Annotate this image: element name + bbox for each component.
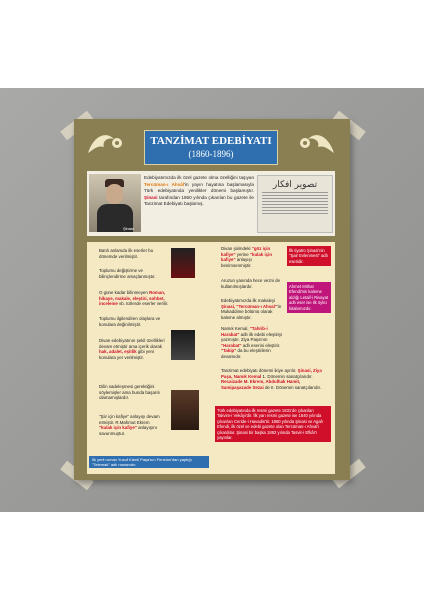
right-theatre-box: İlk tiyatro Şinasi'nin "Şair Evlenmesi" adlı eseridir. bbox=[287, 246, 331, 266]
poster-years: (1860-1896) bbox=[188, 149, 234, 159]
left-item-5-highlight: hak, adalet, eşitlik bbox=[99, 349, 137, 355]
right-story-box: Ahmet Mithat Efendi'nin kaleme aldığı Letaif-i Rivayat adlı eser ise ilk öykü kitabımızdır. bbox=[287, 282, 331, 313]
right-item-4-hl2: "Harabat" bbox=[221, 342, 242, 348]
left-item-7a: "Şiir için kafiye" anlayışı devam etmiştir. R.Mahmut Ekrem bbox=[99, 414, 160, 425]
right-column-panel bbox=[211, 242, 335, 474]
right-newspaper-box: Türk edebiyatında ilk resmi gazete 1831'de çıkarılan Takvim-i Vekâyi'dir. İlk yarı resmi gazete ise 1840 yılında çıkarılan Ceride-i Havadis'tir. 1860 yılında Şinasi ve Agah Efendi, ilk özel ve edebi gazete olan Tercüman-ı Ahval'i çıkardılar. Şinasi bir başka 1862 yılında Tasvir-i Efkâr'ı yayınlar. bbox=[215, 406, 331, 442]
right-item-1a: Divan şiirindeki bbox=[221, 246, 251, 251]
right-item-1-hl2: "kulak için kafiye" bbox=[221, 251, 273, 263]
left-item-7b: anlayışını savunmuştur. bbox=[99, 425, 157, 436]
left-item-7 bbox=[99, 414, 163, 436]
right-item-3-hl: Şinasi, "Tercüman-ı Ahval" bbox=[221, 303, 277, 309]
right-item-1 bbox=[221, 246, 281, 268]
left-item-7-highlight: "kulak için kafiye" bbox=[99, 425, 137, 431]
right-item-5-hl1: Şinasi, Ziya Paşa, Namık Kemal bbox=[221, 368, 322, 379]
right-item-5 bbox=[221, 368, 327, 390]
flourish-right-icon bbox=[292, 125, 338, 159]
intro-highlight-2: Şinasi bbox=[144, 194, 158, 200]
book-cover-3 bbox=[171, 390, 199, 430]
book-cover-1 bbox=[171, 248, 195, 278]
book-cover-2 bbox=[171, 330, 195, 360]
left-item-2: Toplumu değiştirme ve bilinçlendirme amaçlanmıştır. bbox=[99, 268, 156, 279]
left-column-panel bbox=[87, 242, 211, 474]
left-item-3b: vb. türlerde eserler verilir. bbox=[119, 301, 169, 307]
right-item-4a: Namık Kemal, bbox=[221, 326, 249, 331]
poster-header bbox=[74, 119, 350, 163]
poster bbox=[74, 119, 350, 480]
right-item-4-hl1: "Tahrib-i Harabat" bbox=[221, 326, 268, 337]
right-item-4d: da bu eleştirilerin devamıdır. bbox=[221, 348, 271, 359]
right-item-1c: anlayışı benimsenmiştir. bbox=[221, 257, 252, 268]
left-item-5a: Divan edebiyatının şekil özellikleri devam etmiştir ama içerik olarak bbox=[99, 338, 165, 349]
right-item-4b: adlı ilk edebi eleştiriyi yazmıştır. Ziya Paşa'nın bbox=[221, 331, 283, 343]
intro-panel bbox=[87, 171, 335, 236]
intro-part-3: tarafından 1860 yılında çıkarılan bu gazete ile Tanzimat Edebiyatı başlamış. bbox=[144, 194, 254, 207]
left-item-3-highlight: Roman, hikaye, makale, eleştiri, sohbet, inceleme bbox=[99, 290, 166, 307]
right-item-3 bbox=[221, 298, 283, 320]
left-item-4: Toplumu ilgilendiren olaylara ve konulara değinilmiştir. bbox=[99, 316, 161, 327]
sinasi-portrait bbox=[89, 174, 141, 232]
right-item-1-hl1: "göz için kafiye" bbox=[221, 246, 271, 257]
right-item-3b: 'in Mukaddime bölümü olarak kaleme almıştır. bbox=[221, 303, 282, 320]
intro-text bbox=[144, 175, 254, 208]
intro-highlight-1: Tercüman-ı Ahvâl bbox=[144, 181, 185, 187]
left-item-1: Batılı anlamda ilk eserler bu dönemde verilmiştir. bbox=[99, 248, 154, 259]
left-item-5b: gibi yeni konulara yer verilmiştir. bbox=[99, 349, 154, 360]
right-item-4-hl3: "Takip" bbox=[221, 348, 237, 354]
intro-part-2: 'in yayın hayatına başlamasıyla Türk edebiyatında yenilikler dönemi başlamıştır. bbox=[144, 181, 254, 194]
right-item-4 bbox=[221, 326, 285, 360]
right-item-3a: Edebiyatımızda ilk makaleyi bbox=[221, 298, 276, 303]
newspaper-image bbox=[257, 175, 333, 233]
right-item-5a: Tanzimat edebiyatı dönemi ikiye ayrılır. bbox=[221, 368, 297, 373]
left-item-5 bbox=[99, 338, 171, 360]
poster-title: TANZİMAT EDEBİYATI bbox=[150, 135, 272, 147]
right-item-1b: yerine bbox=[236, 251, 249, 257]
right-item-5c: de II. Dönemin sanatçılarıdır. bbox=[264, 384, 322, 390]
right-item-5b: 1. Dönemin sanatçılarıdır. bbox=[262, 373, 313, 379]
right-item-2: Aruzun yanında hece vezni de kullanılmışlardır. bbox=[221, 278, 281, 289]
left-footer-note: İlk yerli roman Yusuf Kâmil Paşa'nın Fenelon'dan yaptığı "Telemak" adlı romanıdır. bbox=[89, 456, 209, 468]
right-item-4c: adlı eserini eleştirir. bbox=[242, 342, 281, 348]
flourish-left-icon bbox=[84, 125, 130, 159]
portrait-caption: Şinasi bbox=[123, 226, 134, 231]
left-item-3 bbox=[99, 290, 179, 307]
right-item-5-hl2: Recaizade M. Ekrem, Abdulhak Hamit, Samipaşazade Sezai bbox=[221, 379, 301, 390]
left-item-6: Dilin sadeleşmesi gerektiğini söylemişler ama bunda başarılı olamamışlardır. bbox=[99, 384, 160, 401]
newspaper-masthead: تصوير افكار bbox=[272, 180, 318, 190]
intro-part-1: Edebiyatımızda ilk özel gazete olma özelliğini taşıyan bbox=[144, 175, 254, 180]
title-box bbox=[144, 130, 278, 165]
left-item-3a: O güne kadar bilinmeyen bbox=[99, 290, 148, 295]
